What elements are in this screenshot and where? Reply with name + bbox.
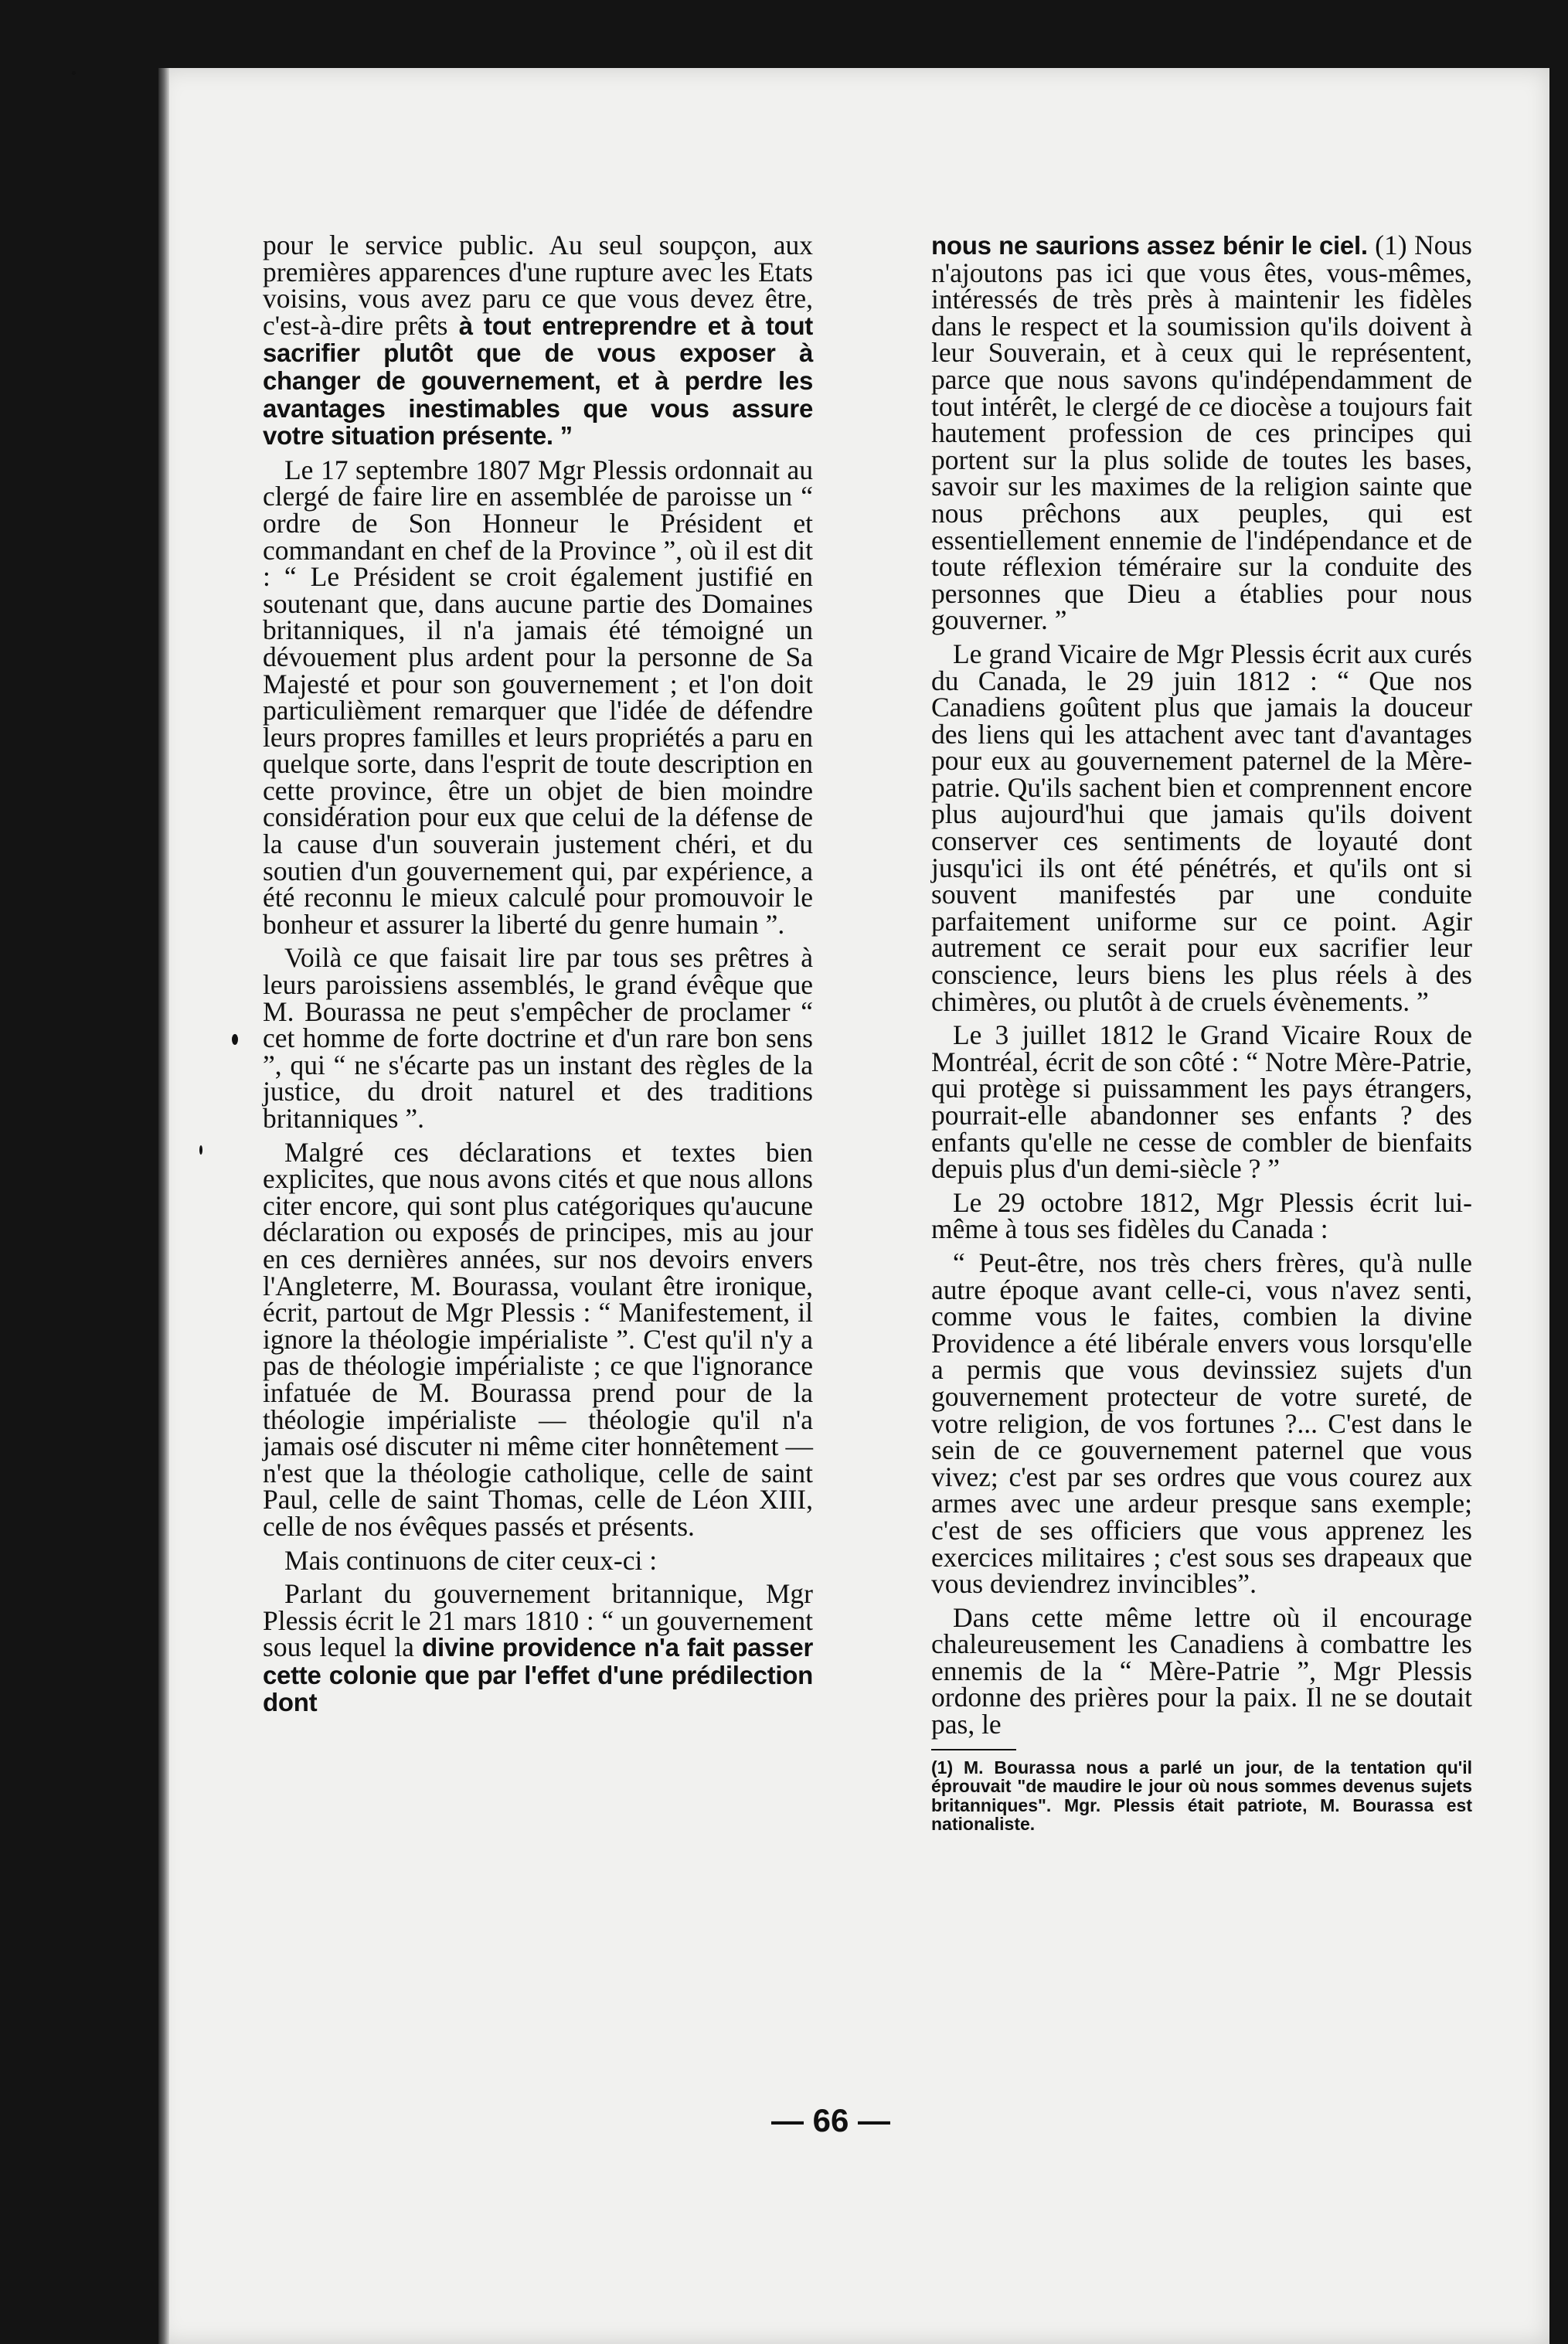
paragraph: Le grand Vicaire de Mgr Plessis écrit aux curés du Canada, le 29 juin 1812 : “ Que nos Canadiens goûtent plus que jamais la douceur des liens qui les attachent avec tant d'avantages pour eux au gouvernement paternel de la Mère-patrie. Qu'ils sachent bien et comprennent encore plus aujourd'hui que jamais qu'ils doivent conserver ces sentiments de loyauté dont jusqu'ici ils ont été pénétrés, et qu'ils ont si souvent manifestés par une conduite parfaitement uniforme sur ce point. Agir autrement ce serait pour eux sacrifier leur conscience, leurs biens les plus réels à des chimères, ou plutôt à de cruels évènements. ” <box>931 638 1472 1017</box>
footnote-marker: (1) <box>1367 230 1407 260</box>
paragraph-text: Nous n'ajoutons pas ici que vous êtes, vous-mêmes, intéressés de très près à maintenir les fidèles dans le respect et la soumission qu'ils doivent à leur Souverain, et à ceux qui le représentent, parce que nous savons qu'indépendamment de tout intérêt, le clergé de ce diocèse a toujours fait hautement profession de ces principes qui portent sur la plus solide de toutes les bases, savoir sur les maximes de la religion sainte que nous prêchons aux peuples, qui est essentiellement ennemie de l'indépendance et de toute réflexion téméraire sur la conduite des personnes que Dieu a établies pour nous gouverner. ” <box>931 230 1473 636</box>
paragraph: Le 29 octobre 1812, Mgr Plessis écrit lui-même à tous ses fidèles du Canada : <box>931 1186 1472 1245</box>
bold-passage: à tout entreprendre et à tout sacrifier plutôt que de vous exposer à changer de gouvernement, et à perdre les avantages inestimables que vous assure votre situation présente. ” <box>263 311 813 451</box>
paragraph-text: pour le service public. Au seul soupçon, aux premières apparences d'une rupture avec les Etats voisins, vous avez paru ce que vous devez être, c'est-à-dire prêts <box>263 230 813 341</box>
paragraph-text: Parlant du gouvernement britannique, Mgr Plessis écrit le 21 mars 1810 : “ un gouvernement sous lequel la <box>263 1578 813 1663</box>
paragraph <box>263 232 813 450</box>
paragraph: Voilà ce que faisait lire par tous ses prêtres à leurs paroissiens assemblés, le grand évêque que M. Bourassa ne peut s'empêcher de proclamer “ cet homme de forte doctrine et d'un rare bon sens ”, qui “ ne s'écarte pas un instant des règles de la justice, du droit naturel et des traditions britanniques ”. <box>263 942 813 1134</box>
scan-speck <box>199 1145 202 1155</box>
paragraph: Mais continuons de citer ceux-ci : <box>284 1544 658 1576</box>
paragraph <box>931 232 1472 634</box>
bold-passage: divine providence n'a fait passer cette colonie que par l'effet d'une prédilection dont <box>263 1633 813 1717</box>
page-number: — 66 — <box>770 2102 891 2138</box>
paragraph: Le 17 septembre 1807 Mgr Plessis ordonnait au clergé de faire lire en assemblée de paroisse un “ ordre de Son Honneur le Président et commandant en chef de la Province ”, où il est dit : “ Le Président se croit également justifié en soutenant que, dans aucune partie des Domaines britanniques, il n'a jamais été témoigné un dévouement plus ardent pour la personne de Sa Majesté et pour son gouvernement ; et l'on doit particulièment remarquer que l'idée de défendre leurs propres familles et leurs propriétés a paru en quelque sorte, dans l'esprit de toute description en cette province, être un objet de bien moindre considération pour eux que celui de la défense de la cause d'un souverain justement chéri, et du soutien d'un gouvernement qui, par expérience, a été reconnu le mieux calculé pour promouvoir le bonheur et assurer la liberté du genre humain ”. <box>263 454 813 940</box>
page-binding-edge <box>158 68 169 2344</box>
paragraph: Le 3 juillet 1812 le Grand Vicaire Roux de Montréal, écrit de son côté : “ Notre Mère-Patrie, qui protège si puissamment les pays étrangers, pourrait-elle abandonner ses enfants ? des enfants qu'elle ne cesse de combler de bienfaits depuis plus d'un demi-siècle ? ” <box>931 1019 1472 1185</box>
scan-speck <box>72 71 76 75</box>
paragraph: Malgré ces déclarations et textes bien explicites, que nous avons cités et que nous allons citer encore, qui sont plus catégoriques qu'aucune déclaration ou exposés de principes, mis au jour en ces dernières années, sur nos devoirs envers l'Angleterre, M. Bourassa, voulant être ironique, écrit, partout de Mgr Plessis : “ Manifestement, il ignore la théologie impérialiste ”. C'est qu'il n'y a pas de théologie impérialiste ; ce que l'ignorance infatuée de M. Bourassa prend pour de la théologie impérialiste — théologie qu'il n'a jamais osé discuter ni même citer honnêtement — n'est que la théologie catholique, celle de saint Paul, celle de saint Thomas, celle de Léon XIII, celle de nos évêques passés et présents. <box>263 1136 813 1542</box>
scan-speck <box>232 1034 238 1045</box>
paragraph: Dans cette même lettre où il encourage chaleureusement les Canadiens à combattre les ennemis de la “ Mère-Patrie ”, Mgr Plessis ordonne des prières pour la paix. Il ne se doutait pas, le <box>931 1601 1472 1740</box>
footnote: (1) M. Bourassa nous a parlé un jour, de la tentation qu'il éprouvait "de maudire le jour où nous sommes devenus sujets britanniques". Mgr. Plessis était patriote, M. Bourassa est nationaliste. <box>931 1757 1472 1835</box>
footnote-rule <box>931 1749 1016 1750</box>
paragraph: “ Peut-être, nos très chers frères, qu'à nulle autre époque avant celle-ci, vous n'avez senti, comme vous le faites, combien la divine Providence a été libérale envers vous lorsqu'elle a permis que vous devinssiez sujets d'un gouvernement protecteur de votre sureté, de votre religion, de vos fortunes ?... C'est dans le sein de ce gouvernement paternel que vous vivez; c'est par ses ordres que vous courez aux armes avec une ardeur presque sans exemple; c'est de ses officiers que vous apprenez les exercices militaires ; c'est sous ses drapeaux que vous deviendrez invincibles”. <box>931 1247 1472 1600</box>
paragraph <box>263 1580 813 1716</box>
left-column <box>263 232 813 1723</box>
bold-passage: nous ne saurions assez bénir le ciel. <box>931 231 1368 260</box>
right-column <box>931 232 1472 1834</box>
